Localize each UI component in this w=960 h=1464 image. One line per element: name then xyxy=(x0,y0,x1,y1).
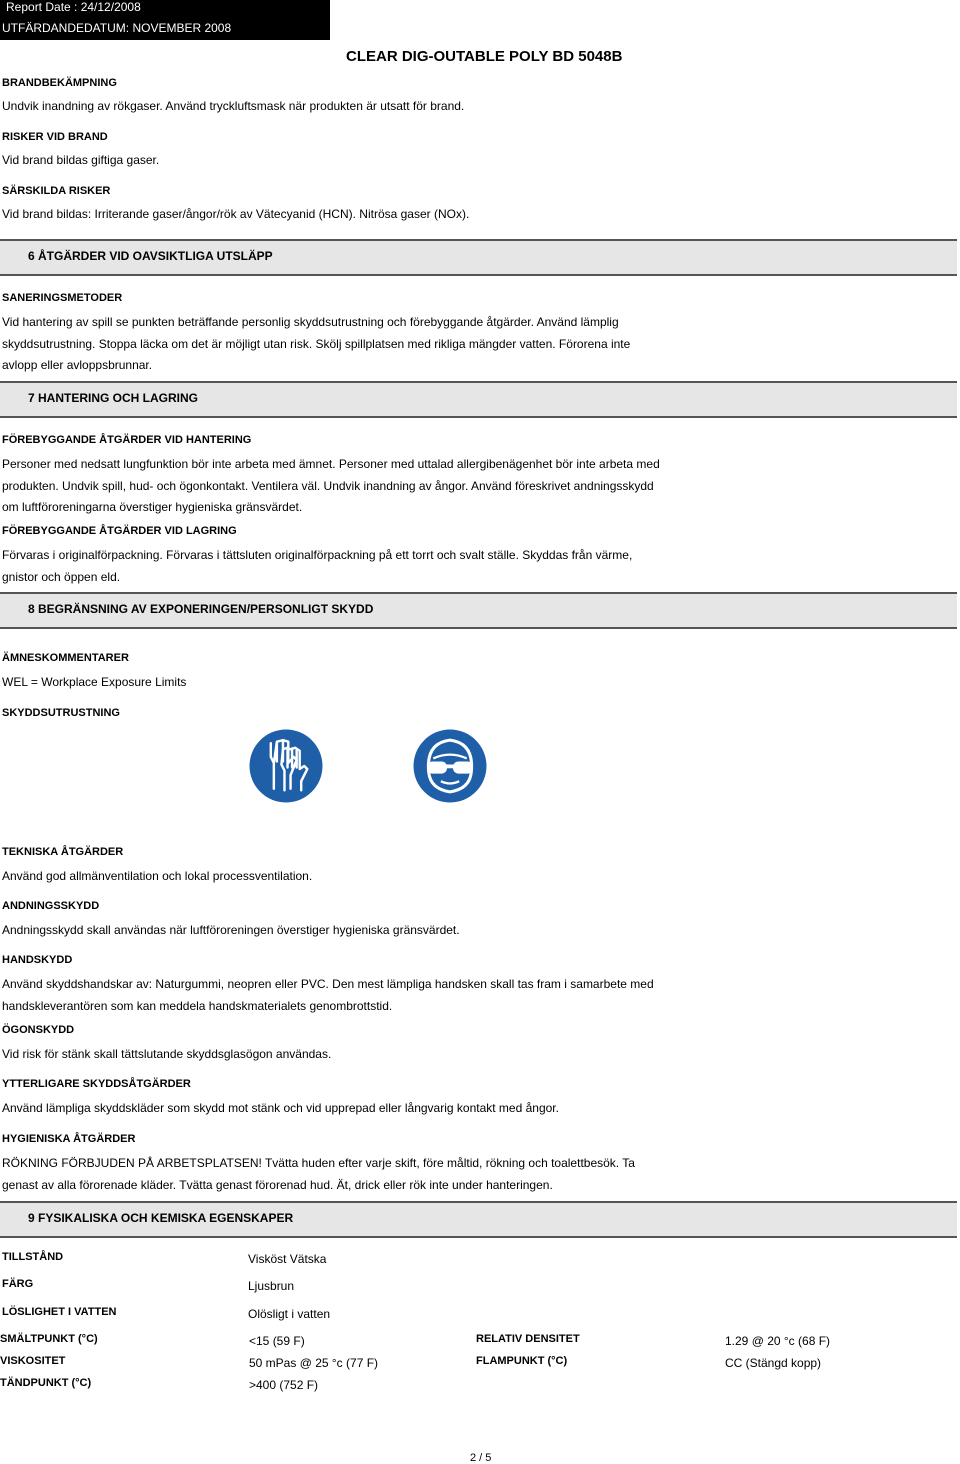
melting-point-label: SMÄLTPUNKT (°C) xyxy=(0,1333,98,1345)
solubility-value: Olösligt i vatten xyxy=(248,1307,331,1321)
fire-fighting-heading: BRANDBEKÄMPNING xyxy=(2,77,117,89)
cleanup-text: Vid hantering av spill se punkten beträffande personlig skyddsutrustning och förebyggande åtgärder. Använd lämplig skyddsutrustning. Stoppa läcka om det är möjligt utan risk. Skölj spillplatsen med rikliga mängder vatten. Förorena inte avlopp eller avloppsbrunnar. xyxy=(2,315,631,372)
page-number: 2 / 5 xyxy=(470,1452,492,1464)
flash-point-label: FLAMPUNKT (°C) xyxy=(476,1355,568,1367)
section-6-title: 6 ÅTGÄRDER VID OAVSIKTLIGA UTSLÄPP xyxy=(28,249,273,263)
issue-date: UTFÄRDANDEDATUM: NOVEMBER 2008 xyxy=(2,21,232,35)
special-risks-text: Vid brand bildas: Irriterande gaser/ångor/rök av Vätecyanid (HCN). Nitrösa gaser (NOx). xyxy=(2,207,470,221)
section-7-header xyxy=(0,381,957,418)
eye-protection-text: Vid risk för stänk skall tättslutande skyddsglasögon användas. xyxy=(2,1047,332,1061)
solubility-label: LÖSLIGHET I VATTEN xyxy=(2,1306,117,1318)
fire-risks-text: Vid brand bildas giftiga gaser. xyxy=(2,153,160,167)
respiratory-text: Andningsskydd skall användas när luftföroreningen överstiger hygieniska gränsvärdet. xyxy=(2,923,460,937)
respiratory-heading: ANDNINGSSKYDD xyxy=(2,900,100,912)
ignition-point-label: TÄNDPUNKT (°C) xyxy=(0,1377,92,1389)
additional-protection-text: Använd lämpliga skyddskläder som skydd mot stänk och vid upprepad eller långvarig kontakt med ångor. xyxy=(2,1101,559,1115)
melting-point-value: <15 (59 F) xyxy=(249,1334,305,1348)
color-value: Ljusbrun xyxy=(248,1279,295,1293)
section-7-title: 7 HANTERING OCH LAGRING xyxy=(28,391,199,405)
density-label: RELATIV DENSITET xyxy=(476,1333,580,1345)
viscosity-value: 50 mPas @ 25 °c (77 F) xyxy=(249,1356,379,1370)
hand-protection-text: Använd skyddshandskar av: Naturgummi, neopren eller PVC. Den mest lämpliga handsken skall tas fram i samarbete med handskleverantören som kan meddela handskmaterialets genombrottstid. xyxy=(2,977,654,1013)
section-9-header xyxy=(0,1201,957,1238)
ignition-point-value: >400 (752 F) xyxy=(249,1378,319,1392)
fire-fighting-text: Undvik inandning av rökgaser. Använd tryckluftsmask när produkten är utsatt för brand. xyxy=(2,99,465,113)
hygiene-text: RÖKNING FÖRBJUDEN PÅ ARBETSPLATSEN! Tvätta huden efter varje skift, före måltid, rökning och toalettbesök. Ta genast av alla förorenade kläder. Tvätta genast förorenad hud. Ät, drick eller rök inte under hanteringen. xyxy=(2,1156,635,1192)
substance-comments-text: WEL = Workplace Exposure Limits xyxy=(2,675,187,689)
storage-heading: FÖREBYGGANDE ÅTGÄRDER VID LAGRING xyxy=(2,525,237,537)
hand-protection-heading: HANDSKYDD xyxy=(2,954,73,966)
report-date: Report Date : 24/12/2008 xyxy=(6,0,141,14)
report-header-bar xyxy=(0,0,330,40)
hygiene-heading: HYGIENISKA ÅTGÄRDER xyxy=(2,1133,136,1145)
handling-heading: FÖREBYGGANDE ÅTGÄRDER VID HANTERING xyxy=(2,434,252,446)
gloves-icon xyxy=(248,728,324,804)
flash-point-value: CC (Stängd kopp) xyxy=(725,1356,822,1370)
technical-measures-heading: TEKNISKA ÅTGÄRDER xyxy=(2,846,124,858)
storage-text: Förvaras i originalförpackning. Förvaras i tättsluten originalförpackning på ett torrt och svalt ställe. Skyddas från värme, gnistor och öppen eld. xyxy=(2,548,633,584)
cleanup-heading: SANERINGSMETODER xyxy=(2,292,123,304)
additional-protection-heading: YTTERLIGARE SKYDDSÅTGÄRDER xyxy=(2,1078,191,1090)
state-value: Visköst Vätska xyxy=(248,1252,327,1266)
goggles-icon xyxy=(412,728,488,804)
section-8-title: 8 BEGRÄNSNING AV EXPONERINGEN/PERSONLIGT SKYDD xyxy=(28,602,374,616)
density-value: 1.29 @ 20 °c (68 F) xyxy=(725,1334,831,1348)
special-risks-heading: SÄRSKILDA RISKER xyxy=(2,185,111,197)
color-label: FÄRG xyxy=(2,1278,34,1290)
viscosity-label: VISKOSITET xyxy=(0,1355,66,1367)
state-label: TILLSTÅND xyxy=(2,1251,64,1263)
section-9-title: 9 FYSIKALISKA OCH KEMISKA EGENSKAPER xyxy=(28,1211,294,1225)
substance-comments-heading: ÄMNESKOMMENTARER xyxy=(2,652,129,664)
eye-protection-heading: ÖGONSKYDD xyxy=(2,1024,75,1036)
protective-equipment-heading: SKYDDSUTRUSTNING xyxy=(2,707,120,719)
section-8-header xyxy=(0,592,957,629)
handling-text: Personer med nedsatt lungfunktion bör inte arbeta med ämnet. Personer med uttalad allergibenägenhet bör inte arbeta med produkten. Undvik spill, hud- och ögonkontakt. Ventilera väl. Undvik inandning av ångor. Använd föreskrivet andningsskydd om luftföroreningarna överstiger hygieniska gränsvärdet. xyxy=(2,457,660,514)
section-6-header xyxy=(0,239,957,276)
product-title: CLEAR DIG-OUTABLE POLY BD 5048B xyxy=(346,48,623,65)
fire-risks-heading: RISKER VID BRAND xyxy=(2,131,108,143)
technical-measures-text: Använd god allmänventilation och lokal processventilation. xyxy=(2,869,313,883)
